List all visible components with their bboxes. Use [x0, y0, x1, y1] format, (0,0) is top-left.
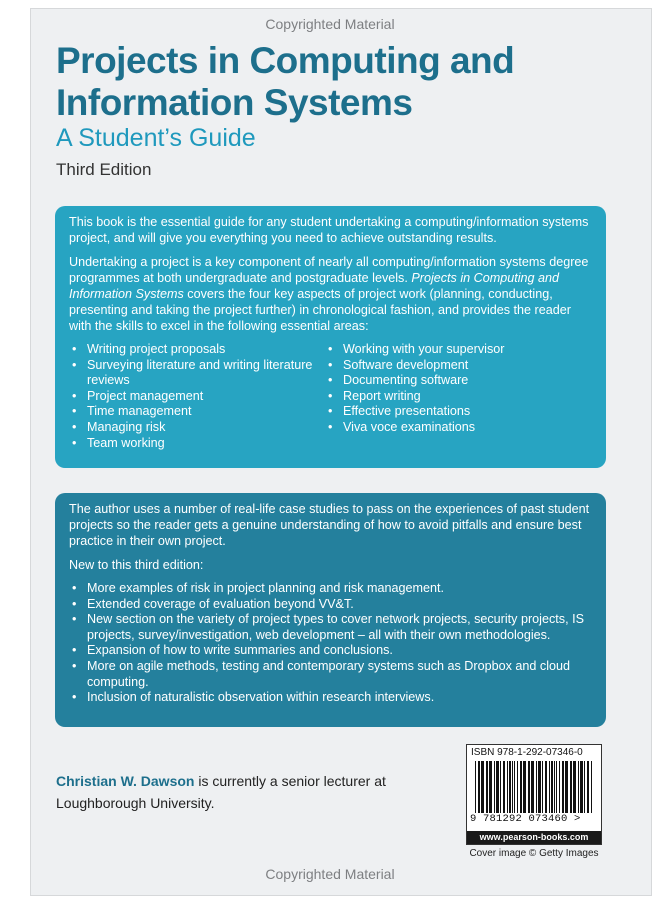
description-panel — [55, 206, 606, 468]
book-title-line-2: Information Systems — [56, 82, 413, 123]
topics-list — [69, 342, 592, 451]
description-paragraph — [69, 254, 592, 334]
edition-label: Third Edition — [56, 160, 152, 179]
topic-item: • Viva voce examinations — [325, 420, 504, 436]
barcode-bar — [509, 761, 511, 813]
topic-item: • Writing project proposals — [69, 342, 325, 358]
description-intro: This book is the essential guide for any student undertaking a computing/information systems project, and will give you everything you need to achieve outstanding results. — [69, 215, 589, 245]
topic-item: • Project management — [69, 389, 325, 405]
barcode-bar — [570, 761, 572, 813]
barcode-bar — [538, 761, 541, 813]
barcode-bar — [562, 761, 564, 813]
barcode-bar — [507, 761, 508, 813]
copyright-watermark-top: Copyrighted Material — [265, 16, 395, 32]
barcode-bar — [549, 761, 550, 813]
barcode-bar — [514, 761, 515, 813]
barcode-bar — [542, 761, 543, 813]
isbn-label: ISBN 978-1-292-07346-0 — [471, 747, 583, 758]
author-bio — [56, 770, 396, 814]
barcode-bar — [517, 761, 518, 813]
topics-column-left — [69, 342, 325, 451]
topic-item: • Managing risk — [69, 420, 325, 436]
description-text-end: covers the four key aspects of project work (planning, conducting, presenting and taking the project further) in chronological fashion, and provides the reader with the skills to excel in the following essential areas: — [69, 287, 571, 333]
barcode-bar — [520, 761, 522, 813]
new-edition-list — [69, 581, 592, 706]
description-text-start: Undertaking a project is a key component of nearly all computing/information systems degree programmes at both undergraduate and postgraduate levels. — [69, 255, 589, 285]
book-subtitle: A Student’s Guide — [56, 124, 256, 152]
topic-item: • Documenting software — [325, 373, 504, 389]
new-edition-label: New to this third edition: — [69, 558, 204, 572]
new-edition-item: • More examples of risk in project planning and risk management. — [69, 581, 592, 597]
new-edition-item: • Expansion of how to write summaries and conclusions. — [69, 643, 592, 659]
barcode-bar — [587, 761, 589, 813]
barcode-bar — [489, 761, 492, 813]
new-edition-item: • New section on the variety of project types to cover network projects, security projects, IS projects, survey/investigation, web development – all with their own methodologies. — [69, 612, 592, 643]
topic-item: • Report writing — [325, 389, 504, 405]
barcode-bar — [494, 761, 495, 813]
book-title — [56, 40, 616, 124]
barcode-bar — [481, 761, 484, 813]
author-description: is currently a senior lecturer at Loughborough University. — [56, 773, 386, 811]
barcode-bars — [473, 761, 597, 813]
isbn-barcode — [466, 744, 602, 845]
barcode-bar — [523, 761, 526, 813]
barcode-bar — [475, 761, 476, 813]
barcode-bar — [512, 761, 513, 813]
barcode-digits: 9 781292 073460 > — [470, 813, 581, 825]
barcode-bar — [559, 761, 560, 813]
barcode-bar — [545, 761, 547, 813]
topic-item: • Software development — [325, 358, 504, 374]
barcode-bar — [578, 761, 579, 813]
new-edition-item: • Inclusion of naturalistic observation within research interviews. — [69, 690, 592, 706]
new-edition-item: • More on agile methods, testing and contemporary systems such as Dropbox and cloud computing. — [69, 659, 592, 690]
barcode-bar — [486, 761, 488, 813]
barcode-bar — [478, 761, 480, 813]
topics-column-right — [325, 342, 504, 451]
barcode-bar — [556, 761, 557, 813]
barcode-bar — [584, 761, 585, 813]
new-edition-panel — [55, 493, 606, 727]
copyright-watermark-bottom: Copyrighted Material — [265, 866, 395, 882]
topic-item: • Time management — [69, 404, 325, 420]
publisher-url: www.pearson-books.com — [467, 831, 601, 844]
cover-image-credit: Cover image © Getty Images — [469, 848, 599, 859]
barcode-bar — [554, 761, 555, 813]
case-studies-paragraph: The author uses a number of real-life case studies to pass on the experiences of past student projects so the reader gets a genuine understanding of how to avoid pitfalls and ensure best practice in their own project. — [69, 502, 590, 548]
barcode-bar — [500, 761, 501, 813]
book-title-line-1: Projects in Computing and — [56, 40, 515, 81]
new-edition-item: • Extended coverage of evaluation beyond VV&T. — [69, 597, 592, 613]
barcode-bar — [536, 761, 537, 813]
barcode-bar — [496, 761, 499, 813]
author-name: Christian W. Dawson — [56, 773, 195, 789]
barcode-bar — [591, 761, 592, 813]
barcode-bar — [573, 761, 576, 813]
topic-item: • Effective presentations — [325, 404, 504, 420]
topic-item: • Working with your supervisor — [325, 342, 504, 358]
barcode-bar — [531, 761, 534, 813]
barcode-bar — [565, 761, 568, 813]
barcode-bar — [528, 761, 530, 813]
topic-item: • Surveying literature and writing literature reviews — [69, 358, 325, 389]
description-book-title: Projects in Computing and Information Systems — [69, 271, 560, 301]
barcode-bar — [551, 761, 553, 813]
barcode-bar — [503, 761, 505, 813]
topic-item: • Team working — [69, 436, 325, 452]
barcode-bar — [580, 761, 583, 813]
